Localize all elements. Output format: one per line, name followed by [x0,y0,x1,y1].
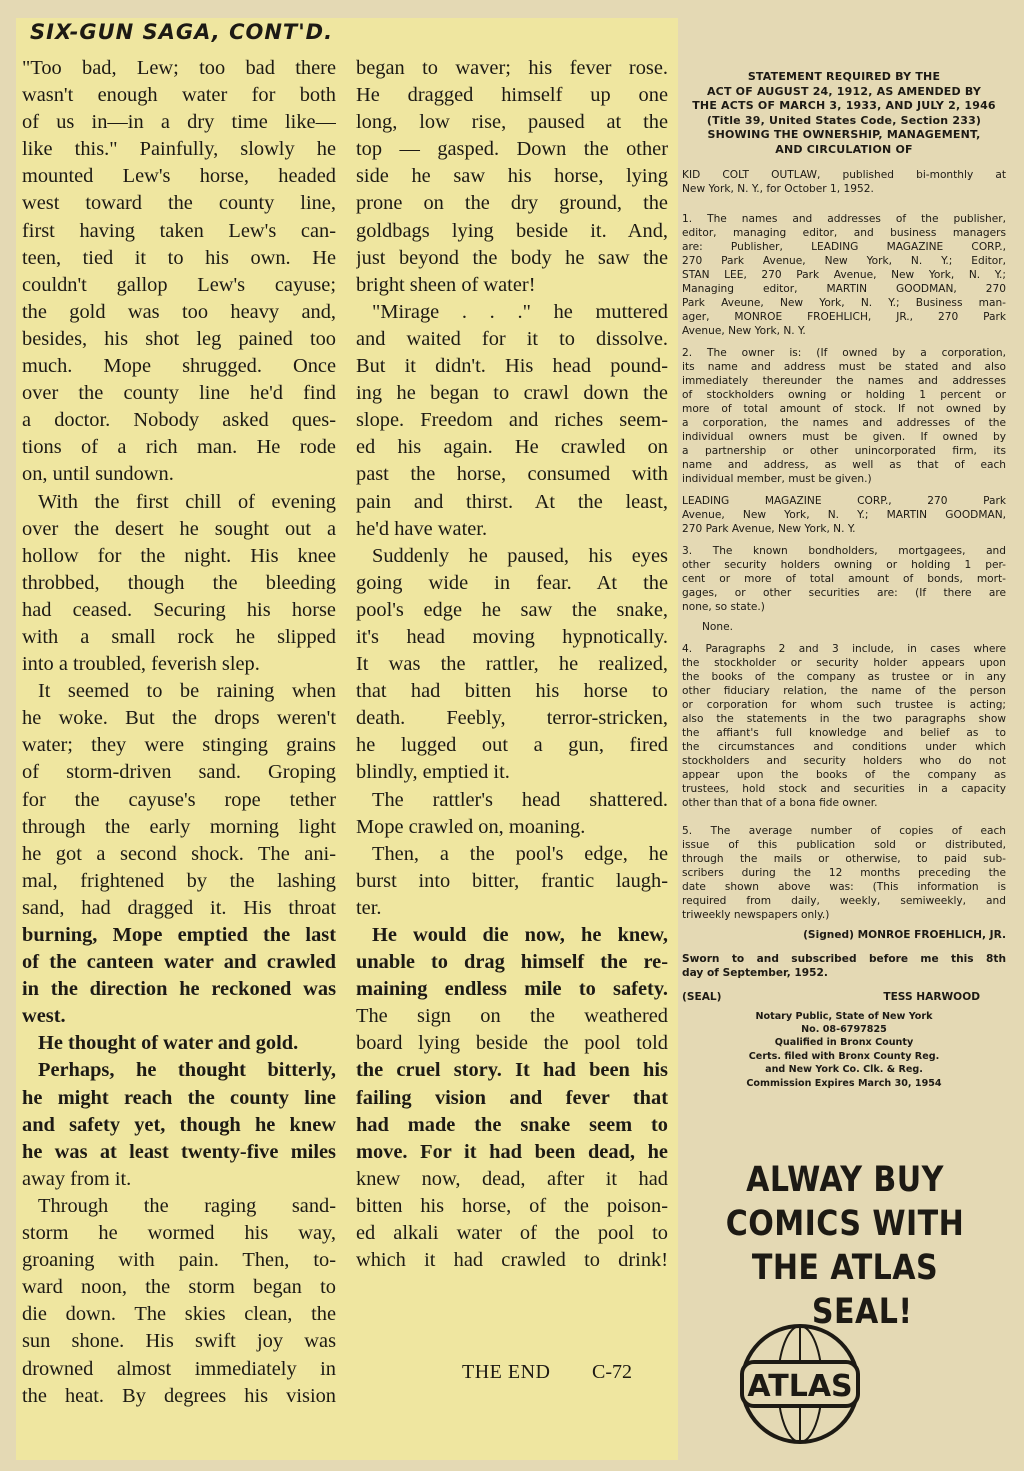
story-line: he woke. But the drops weren't [22,707,336,730]
statement-line: a corporation, the names and addresses of the [682,416,1006,429]
statement-line: AND CIRCULATION OF [775,142,913,156]
story-line: die down. The skies clean, the [22,1303,336,1326]
story-line: he might reach the county line [22,1086,336,1109]
statement-line: issue of this publication sold or distributed, [682,838,1006,851]
story-column-middle [356,55,668,1274]
ad-line: THE ATLAS [751,1248,939,1288]
statement-line: trustees, hold stock and securities in a capacity [682,782,1006,795]
story-line: away from it. [22,1167,132,1190]
story-line: bright sheen of water! [356,273,536,296]
notary-block [682,1010,1006,1090]
statement-line: STAN LEE, 270 Park Avenue, New York, N. Y.; [682,268,1006,281]
story-line: blindly, emptied it. [356,761,510,784]
statement-line: or corporation for whom such trustee is acting; [682,698,1006,711]
atlas-seal-logo [738,1322,862,1446]
story-line: slope. Freedom and riches seem- [356,409,668,432]
statement-paragraph-4 [682,642,1006,810]
story-line: the cruel story. It had been his [356,1059,668,1082]
statement-line: 270 Park Avenue, New York, N. Y.; Editor, [682,254,1006,267]
statement-line: cent or more of total amount of bonds, mort- [682,572,1006,585]
story-line: knew now, dead, after it had [356,1167,668,1190]
page-code: C-72 [592,1361,632,1383]
statement-line: required from daily, weekly, semiweekly, and [682,894,1006,907]
story-line: had made the snake seem to [356,1113,668,1136]
story-line: failing vision and fever that [356,1086,668,1109]
statement-heading [682,70,1006,158]
story-line: water; they were stinging grains [22,734,336,757]
story-line: groaning with pain. Then, to- [22,1249,336,1272]
statement-line: are: Publisher, LEADING MAGAZINE CORP., [682,240,1006,253]
statement-none: None. [702,620,734,633]
story-line: and safety yet, though he knew [22,1113,336,1136]
story-line: Through the raging sand- [38,1194,336,1217]
statement-line: none, so state.) [682,600,765,613]
statement-line: individual member, must be given.) [682,472,872,485]
story-line: maining endless mile to safety. [356,978,668,1001]
statement-line: Managing editor, MARTIN GOODMAN, 270 [682,282,1006,295]
story-line: ed his again. He crawled on [356,436,668,459]
story-line: board lying beside the pool told [356,1032,668,1055]
story-line: It seemed to be raining when [38,680,336,703]
story-column-left [22,55,336,1410]
story-line: "Mirage . . ." he muttered [372,300,668,323]
statement-line: of stockholders owning or holding 1 percent or [682,388,1006,401]
story-line: much. Mope shrugged. Once [22,355,336,378]
story-line: It was the rattler, he realized, [356,653,668,676]
story-line: west toward the county line, [22,192,336,215]
seal-label: (SEAL) [682,990,722,1003]
story-line: in the direction he reckoned was [22,978,336,1001]
statement-signed: (Signed) MONROE FROEHLICH, JR. [803,928,1006,941]
statement-line: THE ACTS OF MARCH 3, 1933, AND JULY 2, 1946 [692,99,996,113]
story-line: had ceased. Securing his horse [22,598,336,621]
story-line: Mope crawled on, moaning. [356,815,586,838]
ad-line: SEAL! [811,1292,913,1332]
story-line: sand, had dragged it. His throat [22,896,336,919]
statement-line: individual owners must be given. If owned by [682,430,1006,443]
story-line: The rattler's head shattered. [372,788,668,811]
story-line: But it didn't. His head pound- [356,355,668,378]
story-line: bitten his horse, of the poison- [356,1194,668,1217]
story-line: sun shone. His swift joy was [22,1330,336,1353]
statement-line: 4. Paragraphs 2 and 3 include, in cases where [682,642,1006,655]
story-line: ed alkali water of the pool to [356,1222,668,1245]
story-line: Suddenly he paused, his eyes [372,544,668,567]
story-line: couldn't gallop Lew's cayuse; [22,273,336,296]
statement-line: Avenue, New York, N. Y.; MARTIN GOODMAN, [682,508,1006,521]
story-line: of the canteen water and crawled [22,951,336,974]
story-line: burst into bitter, frantic laugh- [356,869,668,892]
story-line: pool's edge he saw the snake, [356,598,668,621]
statement-paragraph-1 [682,212,1006,338]
page-title: SIX-GUN SAGA, CONT'D. [30,20,334,44]
story-line: mal, frightened by the lashing [22,869,336,892]
statement-line: date shown above was: (This information is [682,880,1006,893]
story-line: "Too bad, Lew; too bad there [22,57,336,79]
story-line: of storm-driven sand. Groping [22,761,336,784]
story-line: pain and thirst. At the least, [356,490,668,513]
story-line: that had bitten his horse to [356,680,668,703]
story-line: on, until sundown. [22,463,174,486]
story-line: Perhaps, he thought bitterly, [38,1059,336,1082]
story-line: death. Feebly, terror-stricken, [356,707,668,730]
statement-line: and New York Co. Clk. & Reg. [765,1064,923,1076]
statement-line: Notary Public, State of New York [755,1010,933,1022]
statement-paragraph-3 [682,544,1006,614]
statement-line: Commission Expires March 30, 1954 [746,1077,942,1089]
notary-name: TESS HARWOOD [883,990,980,1003]
the-end-label: THE END [462,1361,551,1383]
statement-line: scribers during the 12 months preceding the [682,866,1006,879]
statement-line: Park Aveune, New York, N. Y.; Business man- [682,296,1006,309]
statement-line: 5. The average number of copies of each [682,824,1006,837]
story-line: top — gasped. Down the other [356,138,668,161]
statement-owner [682,494,1006,536]
story-line: ter. [356,896,382,919]
statement-line: editor, managing editor, and business managers [682,226,1006,239]
story-line: long, low rise, paused at the [356,111,668,134]
story-line: like this." Painfully, slowly he [22,138,336,161]
story-line: a doctor. Nobody asked ques- [22,409,336,432]
statement-line: 270 Park Avenue, New York, N. Y. [682,522,856,535]
story-line: The sign on the weathered [356,1005,668,1028]
statement-line: day of September, 1952. [682,966,828,979]
story-line: mounted Lew's horse, headed [22,165,336,188]
story-line: goldbags lying beside it. And, [356,219,668,242]
story-line: side he saw his horse, lying [356,165,668,188]
atlas-ad-text [708,1158,981,1334]
story-line: past the horse, consumed with [356,463,668,486]
story-line: wasn't enough water for both [22,84,336,107]
story-line: the heat. By degrees his vision [22,1384,336,1407]
ad-line: COMICS WITH [725,1204,965,1244]
statement-line: KID COLT OUTLAW, published bi-monthly at [682,168,1006,181]
statement-line: ACT OF AUGUST 24, 1912, AS AMENDED BY [706,84,982,98]
statement-line: the circumstances and conditions under which [682,740,1006,753]
statement-line: the stockholder or security holder appears upon [682,656,1006,669]
story-line: first having taken Lew's can- [22,219,336,242]
ad-line: ALWAY BUY [746,1160,944,1200]
story-line: He thought of water and gold. [38,1032,299,1055]
story-line: he was at least twenty-five miles [22,1140,336,1163]
story-line: With the first chill of evening [38,490,336,513]
statement-line: other fiduciary relation, the name of the person [682,684,1006,697]
statement-line: also the statements in the two paragraphs show [682,712,1006,725]
story-line: he lugged out a gun, fired [356,734,668,757]
statement-paragraph-5 [682,824,1006,922]
statement-line: Certs. filed with Bronx County Reg. [748,1050,940,1062]
statement-line: through the mails or otherwise, to paid sub- [682,852,1006,865]
story-line: over the county line he'd find [22,382,336,405]
story-line: ing he began to crawl down the [356,382,668,405]
statement-line: Avenue, New York, N. Y. [682,324,806,337]
story-line: into a troubled, feverish slep. [22,653,260,676]
story-line: through the early morning light [22,815,336,838]
story-line: He dragged himself up one [356,84,668,107]
story-line: burning, Mope emptied the last [22,924,336,946]
story-line: He would die now, he knew, [372,924,668,946]
statement-line: immediately thereunder the names and addresses [682,374,1006,387]
statement-line: New York, N. Y., for October 1, 1952. [682,182,874,195]
statement-line: Sworn to and subscribed before me this 8th [682,952,1006,965]
statement-line: the books of the company as trustee or in any [682,670,1006,683]
statement-line: more of total amount of stock. If not owned by [682,402,1006,415]
story-line: prone on the dry ground, the [356,192,668,215]
statement-line: gages, or other securities are: (If there are [682,586,1006,599]
statement-paragraph-2 [682,346,1006,486]
story-line: of us in—in a dry time like— [22,111,336,134]
story-line: move. For it had been dead, he [356,1140,668,1163]
statement-seal-row [682,990,1006,1004]
statement-line: 2. The owner is: (If owned by a corporation, [682,346,1006,359]
story-line: and waited for it to dissolve. [356,327,668,350]
story-line: throbbed, though the bleeding [22,571,336,594]
story-line: ward noon, the storm began to [22,1276,336,1299]
story-line: going wide in fear. At the [356,571,668,594]
statement-line: its name and address must be stated and also [682,360,1006,373]
story-line: began to waver; his fever rose. [356,57,668,79]
story-line: hollow for the night. His knee [22,544,336,567]
statement-line: other than that of a bona fide owner. [682,796,878,809]
statement-line: (Title 39, United States Code, Section 233) [706,113,982,127]
statement-line: ager, MONROE FROEHLICH, JR., 270 Park [682,310,1006,323]
statement-line: LEADING MAGAZINE CORP., 270 Park [682,494,1006,507]
story-line: drowned almost immediately in [22,1357,336,1380]
statement-line: appear upon the books of the company as [682,768,1006,781]
atlas-logo-text: ATLAS [747,1369,853,1404]
story-line: teen, tied it to his own. He [22,246,336,269]
statement-line: 1. The names and addresses of the publisher, [682,212,1006,225]
statement-line: STATEMENT REQUIRED BY THE [747,70,941,83]
story-line: tions of a rich man. He rode [22,436,336,459]
story-line: Then, a the pool's edge, he [372,842,668,865]
statement-line: triweekly newspapers only.) [682,908,830,921]
story-line: he'd have water. [356,517,488,540]
story-line: west. [22,1005,66,1028]
story-line: just beyond the body he saw the [356,246,668,269]
story-line: over the desert he sought out a [22,517,336,540]
statement-intro [682,168,1006,196]
statement-line: the affiant's full knowledge and belief as to [682,726,1006,739]
statement-line: other security holders owning or holding 1 per- [682,558,1006,571]
ownership-statement [682,70,1006,1090]
story-line: besides, his shot leg pained too [22,327,336,350]
story-line: he got a second shock. The ani- [22,842,336,865]
statement-line: name and address, as well as that of each [682,458,1006,471]
story-line: for the cayuse's rope tether [22,788,336,811]
statement-line: a partnership or other unincorporated firm, its [682,444,1006,457]
statement-line: No. 08-6797825 [801,1023,887,1035]
story-line: it's head moving hypnotically. [356,625,668,648]
story-line: which it had crawled to drink! [356,1249,668,1272]
story-line: storm he wormed his way, [22,1222,336,1245]
statement-line: stockholders and security holders who do not [682,754,1006,767]
statement-sworn [682,952,1006,980]
story-line: unable to drag himself the re- [356,951,668,974]
statement-line: Qualified in Bronx County [774,1037,914,1049]
statement-line: 3. The known bondholders, mortgagees, and [682,544,1006,557]
story-line: the gold was too heavy and, [22,300,336,323]
statement-line: SHOWING THE OWNERSHIP, MANAGEMENT, [707,128,981,142]
story-line: with a small rock he slipped [22,625,336,648]
